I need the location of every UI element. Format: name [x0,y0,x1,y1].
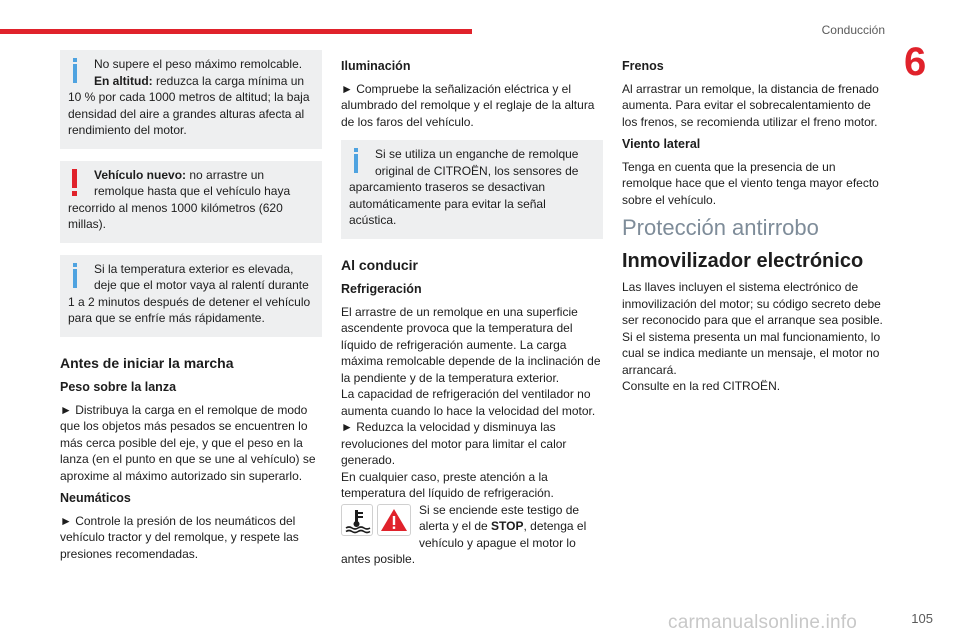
subheading-neumaticos: Neumáticos [60,491,131,505]
watermark: carmanualsonline.info [668,612,858,633]
paragraph-peso: ► Distribuya la carga en el remolque de modo que los objetos más pesados se encuentren lo más cerca posible del eje, y que el peso en la lanza (en el punto en que se une al vehículo) se aproxime al máximo autorizado sin superarlo. [60,402,316,483]
heading-inmovilizador: Inmovilizador electrónico [622,249,864,272]
info-note-altitude [60,50,322,149]
column-3 [622,50,884,395]
coolant-temperature-icon [341,504,373,536]
note-text: Si la temperatura exterior es elevada, deje que el motor vaya al ralentí durante 1 a 2 minutos después de detener el vehículo para que se enfríe más rápidamente. [68,261,311,325]
paragraph-refrigeracion-2: La capacidad de refrigeración del ventilador no aumenta cuando lo hace la velocidad del motor. [341,387,596,418]
paragraph-inmovilizador-2: Si el sistema presenta un mal funcionamiento, lo cual se indica mediante un mensaje, el motor no arrancará. [622,329,881,377]
alert-triangle-icon [377,504,411,536]
warning-bold: Vehículo nuevo: [94,167,187,182]
section-title: Conducción [821,23,885,37]
subheading-frenos: Frenos [622,59,664,73]
subheading-peso: Peso sobre la lanza [60,380,177,394]
stop-warning-block [341,502,603,568]
paragraph-refrigeracion-4: En cualquier caso, preste atención a la temperatura del líquido de refrigeración. [341,469,554,500]
note-bold: En altitud: [94,73,153,88]
info-icon [349,146,369,176]
stop-text-post: , detenga el vehículo y apague el motor lo antes posible. [341,519,587,566]
section-heading-antirrobo: Protección antirrobo [622,215,819,240]
stop-text-bold: STOP [491,519,524,533]
paragraph-refrigeracion-3: ► Reduzca la velocidad y disminuya las revoluciones del motor para limitar el calor generado. [341,420,567,467]
info-icon [68,261,88,291]
warning-note-new-vehicle [60,161,322,243]
paragraph-inmovilizador-1: Las llaves incluyen el sistema electrónico de inmovilización del motor; su código secreto debe ser reconocido para que el arranque sea posible. [622,280,883,327]
paragraph-frenos: Al arrastrar un remolque, la distancia de frenado aumenta. Para evitar el sobrecalentamiento de los frenos, se recomienda utilizar el freno motor. [622,81,879,129]
paragraph-neumaticos: ► Controle la presión de los neumáticos del vehículo tractor y del remolque, y respete las presiones recomendadas. [60,513,299,561]
info-icon [68,56,88,86]
heading-while-driving: Al conducir [341,256,419,273]
header-accent-bar [0,29,472,34]
stop-text-pre: Si se enciende este testigo de alerta y el de [419,502,580,533]
warning-icon [68,167,88,197]
note-text: Si se utiliza un enganche de remolque original de CITROËN, los sensores de aparcamiento traseros se desactivan automáticamente para evitar la señal acústica. [349,147,579,227]
paragraph-iluminacion: ► Compruebe la señalización eléctrica y el alumbrado del remolque y el reglaje de la altura de los faros del vehículo. [341,81,595,129]
page-number: 105 [911,611,933,626]
note-text: No supere el peso máximo remolcable. [94,57,303,71]
paragraph-inmovilizador-3: Consulte en la red CITROËN. [622,379,781,393]
paragraph-viento: Tenga en cuenta que la presencia de un remolque hace que el viento tenga mayor efecto sobre el vehículo. [622,159,879,207]
info-note-sensors [341,140,603,239]
paragraph-refrigeracion-1: El arrastre de un remolque en una superficie ascendente provoca que la temperatura del líquido de refrigeración aumente. La carga máxima remolcable depende de la inclinación de la pendiente y de la temperatura exterior. [341,304,601,385]
column-1 [60,50,322,568]
subheading-viento: Viento lateral [622,137,701,151]
column-2 [341,50,603,574]
warning-text: no arrastre un remolque hasta que el vehículo haya recorrido al menos 1000 kilómetros (620 millas). [68,167,291,231]
subheading-refrigeracion: Refrigeración [341,282,422,296]
info-note-temperature [60,255,322,337]
chapter-number: 6 [904,40,927,84]
note-text: reduzca la carga mínima un 10 % por cada 1000 metros de altitud; la baja densidad del aire a grandes alturas afecta al rendimiento del motor. [68,73,310,137]
heading-before-driving: Antes de iniciar la marcha [60,354,234,371]
subheading-iluminacion: Iluminación [341,59,411,73]
